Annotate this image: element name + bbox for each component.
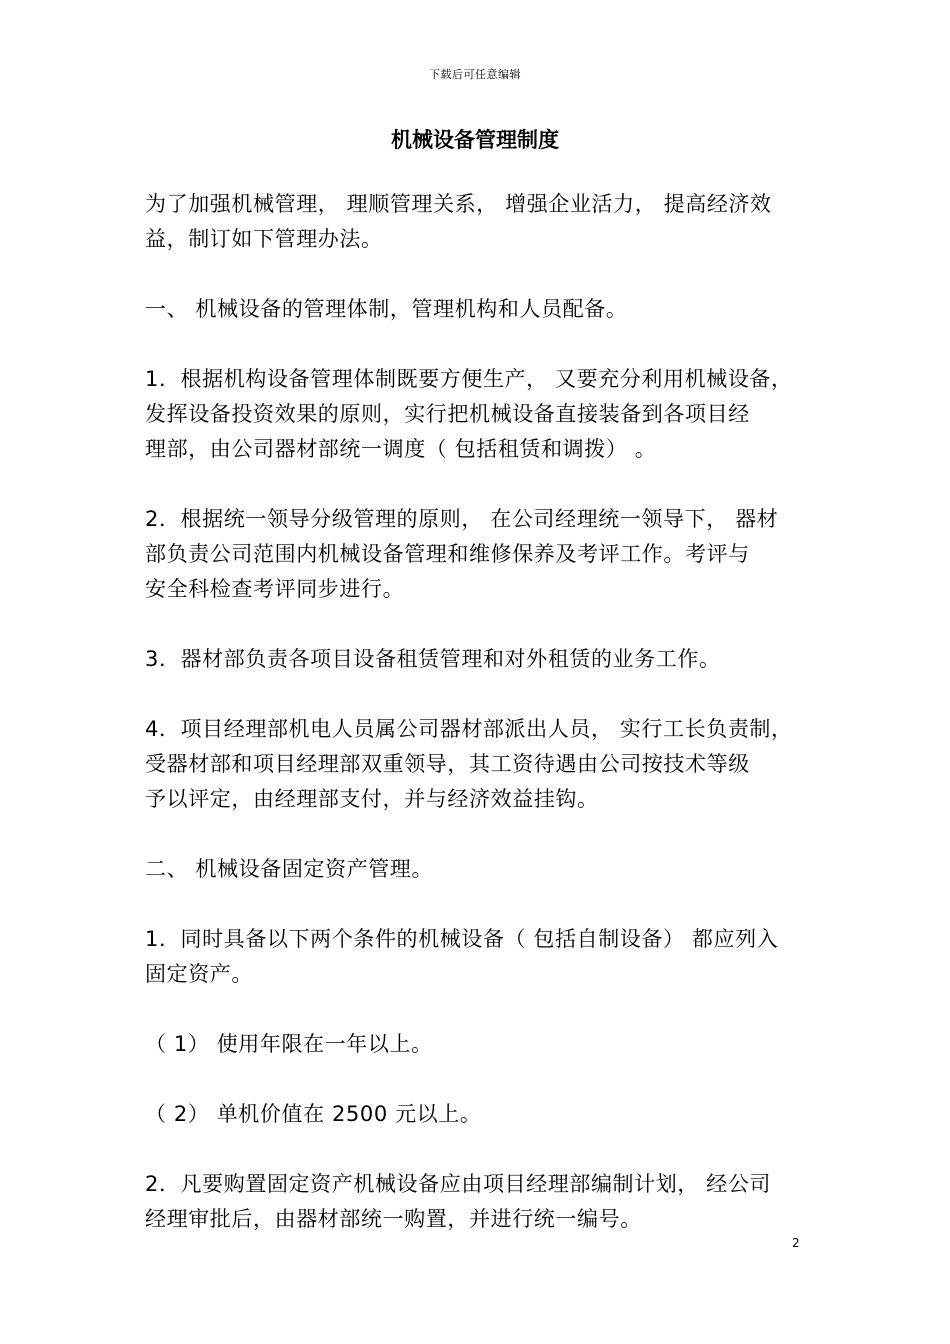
paragraph-1-4 bbox=[145, 712, 817, 817]
text-line: 4．项目经理部机电人员属公司器材部派出人员， 实行工长负责制， bbox=[145, 717, 793, 741]
paragraph-2-2 bbox=[145, 1167, 817, 1237]
text-line: 经理审批后，由器材部统一购置，并进行统一编号。 bbox=[145, 1207, 642, 1231]
text-line: 为了加强机械管理， 理顺管理关系， 增强企业活力， 提高经济效 bbox=[145, 192, 772, 216]
text-line: （ 2） 单机价值在 2500 元以上。 bbox=[145, 1102, 482, 1126]
condition-item-2 bbox=[145, 1097, 817, 1132]
paragraph-1-2 bbox=[145, 502, 817, 607]
text-line: 1．同时具备以下两个条件的机械设备（ 包括自制设备） 都应列入 bbox=[145, 927, 779, 951]
text-line: 一、 机械设备的管理体制，管理机构和人员配备。 bbox=[145, 297, 628, 321]
text-line: 1．根据机构设备管理体制既要方便生产， 又要充分利用机械设备， bbox=[145, 367, 793, 391]
text-line: 部负责公司范围内机械设备管理和维修保养及考评工作。考评与 bbox=[145, 542, 750, 566]
paragraph-intro bbox=[145, 187, 817, 257]
text-line: 受器材部和项目经理部双重领导，其工资待遇由公司按技术等级 bbox=[145, 752, 750, 776]
paragraph-1-3 bbox=[145, 642, 817, 677]
paragraph-1-1 bbox=[145, 362, 817, 467]
text-line: 予以评定，由经理部支付，并与经济效益挂钩。 bbox=[145, 787, 599, 811]
document-body bbox=[145, 187, 817, 1272]
condition-item-1 bbox=[145, 1027, 817, 1062]
text-line: 理部，由公司器材部统一调度（ 包括租赁和调拨） 。 bbox=[145, 437, 657, 461]
text-line: 3．器材部负责各项目设备租赁管理和对外租赁的业务工作。 bbox=[145, 647, 721, 671]
text-line: 二、 机械设备固定资产管理。 bbox=[145, 857, 434, 881]
page-number: 2 bbox=[792, 1236, 800, 1250]
text-line: 2．根据统一领导分级管理的原则， 在公司经理统一领导下， 器材 bbox=[145, 507, 779, 531]
header-note: 下载后可任意编辑 bbox=[429, 68, 521, 81]
section-heading-1 bbox=[145, 292, 817, 327]
text-line: 安全科检查考评同步进行。 bbox=[145, 577, 405, 601]
text-line: 2．凡要购置固定资产机械设备应由项目经理部编制计划， 经公司 bbox=[145, 1172, 772, 1196]
text-line: 固定资产。 bbox=[145, 962, 253, 986]
text-line: 益，制订如下管理办法。 bbox=[145, 227, 383, 251]
paragraph-2-1 bbox=[145, 922, 817, 992]
text-line: 发挥设备投资效果的原则，实行把机械设备直接装备到各项目经 bbox=[145, 402, 750, 426]
document-title: 机械设备管理制度 bbox=[391, 128, 559, 152]
section-heading-2 bbox=[145, 852, 817, 887]
text-line: （ 1） 使用年限在一年以上。 bbox=[145, 1032, 433, 1056]
